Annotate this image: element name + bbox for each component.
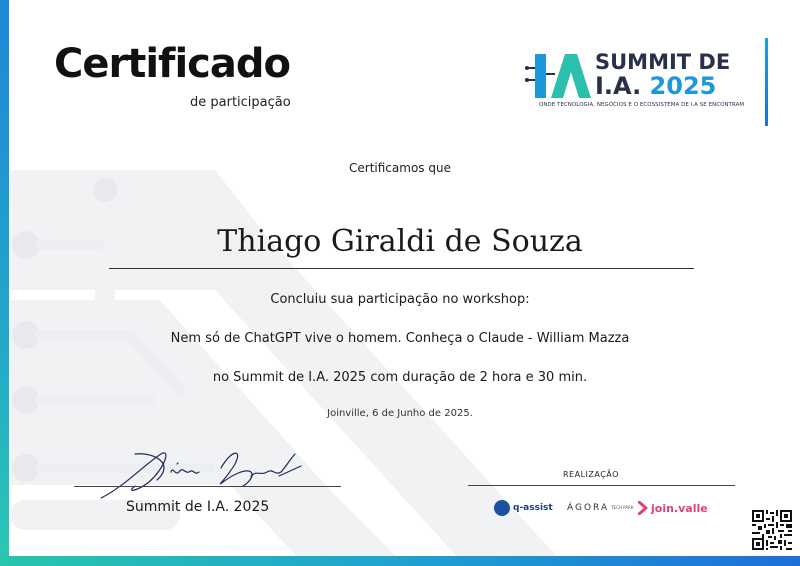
workshop-title: Nem só de ChatGPT vive o homem. Conheça o Claude - William Mazza bbox=[170, 331, 630, 346]
sponsor-joinvalle bbox=[638, 498, 708, 518]
left-accent-bar bbox=[0, 0, 9, 566]
participation-text: Concluiu sua participação no workshop: bbox=[270, 292, 530, 307]
sponsor-q-assist bbox=[494, 498, 553, 518]
qr-code-icon bbox=[752, 510, 792, 550]
summit-logo-mark-icon bbox=[525, 50, 591, 104]
realizacao-line bbox=[468, 485, 735, 486]
signature-line bbox=[74, 486, 341, 487]
summit-logo-subname bbox=[595, 72, 716, 100]
certificate-subtitle: de participação bbox=[190, 95, 291, 110]
handwritten-signature bbox=[95, 442, 315, 502]
agora-name: ÁGORA bbox=[567, 503, 610, 513]
q-assist-name: q-assist bbox=[513, 503, 553, 513]
certificate-title: Certificado bbox=[54, 41, 290, 87]
summit-logo bbox=[525, 46, 775, 126]
signature-label: Summit de I.A. 2025 bbox=[126, 499, 270, 515]
agora-subtitle: TECH PARK bbox=[611, 504, 634, 510]
bottom-accent-bar bbox=[0, 556, 800, 566]
logo-divider bbox=[765, 38, 768, 126]
sponsor-agora bbox=[567, 498, 633, 518]
joinvalle-logo-icon bbox=[638, 501, 648, 515]
summit-logo-tagline: ONDE TECNOLOGIA, NEGÓCIOS E O ECOSSISTEMA DE I.A SE ENCONTRAM bbox=[539, 102, 745, 108]
q-assist-logo-icon bbox=[494, 500, 510, 516]
date-location: Joinville, 6 de Junho de 2025. bbox=[327, 408, 473, 419]
summit-logo-ia: I.A. bbox=[595, 72, 642, 100]
recipient-name: Thiago Giraldi de Souza bbox=[217, 224, 583, 259]
event-duration-text: no Summit de I.A. 2025 com duração de 2 hora e 30 min. bbox=[212, 370, 588, 385]
realizacao-label: REALIZAÇÃO bbox=[563, 470, 619, 479]
joinvalle-name: join.valle bbox=[651, 501, 708, 515]
intro-text: Certificamos que bbox=[349, 161, 451, 175]
summit-logo-year: 2025 bbox=[649, 72, 717, 100]
summit-logo-name: SUMMIT DE bbox=[595, 50, 731, 74]
recipient-underline bbox=[109, 268, 694, 269]
